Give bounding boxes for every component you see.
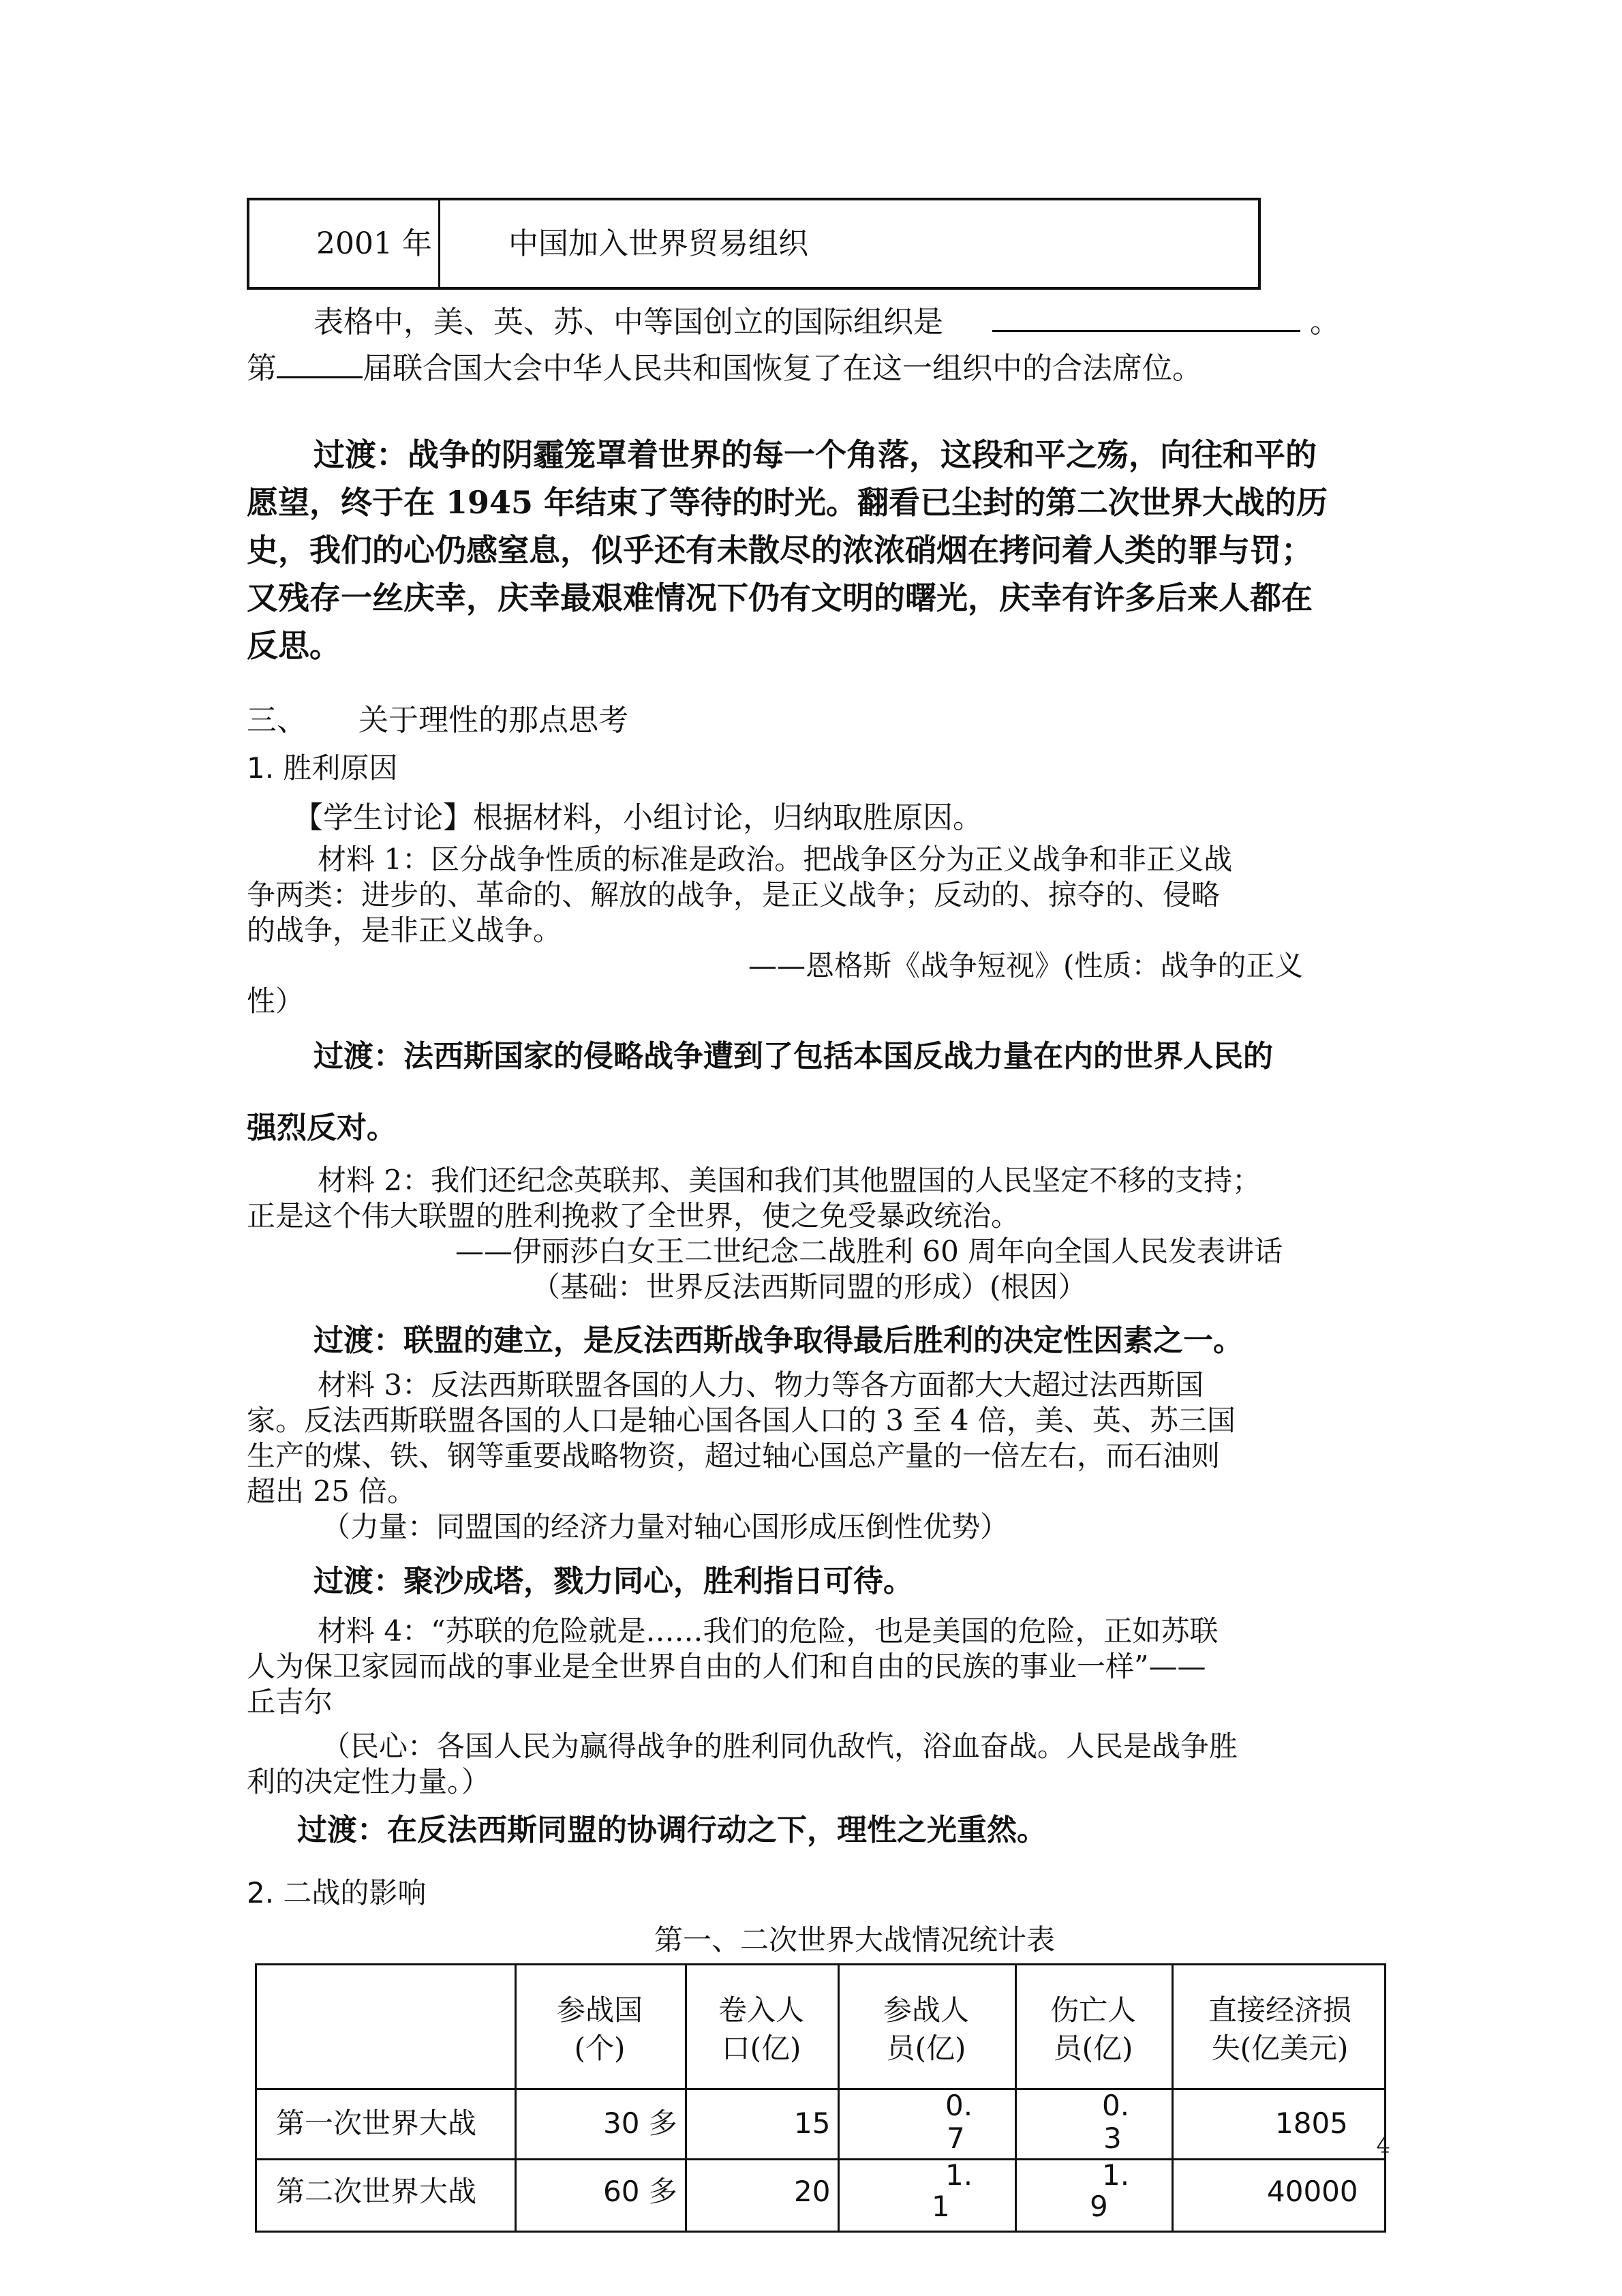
header-line: 卷入人 [718,1993,804,2027]
header-line: 直接经济损 [1208,1993,1351,2027]
question-prefix: 第 [247,351,277,386]
ww1-casualties-part1: 0. [1102,2089,1130,2122]
transition-1-line-3: 史，我们的心仍感窒息，似乎还有未散尽的浓浓硝烟在拷问着人类的罪与罚； [247,532,1313,569]
ww1-population: 15 [794,2106,831,2140]
header-line: 参战人 [883,1993,969,2027]
material-3-line-4: 超出 25 倍。 [247,1475,416,1508]
event-table [247,198,1261,290]
ww2-countries: 60 多 [603,2175,677,2208]
row-label-ww1: 第一次世界大战 [276,2106,477,2140]
material-4-line-2: 人为保卫家园而战的事业是全世界自由的人们和自由的民族的事业一样”—— [247,1650,1206,1683]
material-4-line-1: 材料 4：“苏联的危险就是……我们的危险，也是美国的危险，正如苏联 [318,1614,1219,1648]
material-4-note-2: 利的决定性力量。） [247,1765,491,1798]
header-line: 员(亿) [1053,2031,1133,2065]
material-3-line-3: 生产的煤、铁、钢等重要战略物资，超过轴心国总产量的一倍左右，而石油则 [247,1439,1221,1472]
material-1-line-2: 争两类：进步的、革命的、解放的战争，是正义战争；反动的、掠夺的、侵略 [247,878,1221,911]
header-line: 失(亿美元) [1211,2031,1349,2065]
transition-1-line-4: 又残存一丝庆幸，庆幸最艰难情况下仍有文明的曙光，庆幸有许多后来人都在 [247,579,1313,616]
transition-1-line-5: 反思。 [247,627,341,664]
section-3-heading [247,700,628,741]
subheading-victory-reasons: 1. 胜利原因 [247,751,398,785]
header-line: (个) [574,2031,626,2065]
year-text: 2001 年 [316,226,432,261]
question-line-2 [247,346,1202,389]
material-3-line-1: 材料 3：反法西斯联盟各国的人力、物力等各方面都大大超过法西斯国 [318,1368,1204,1402]
subheading-war-impact: 2. 二战的影响 [247,1876,427,1909]
page-number: 4 [1376,2132,1390,2158]
question-text: 表格中，美、英、苏、中等国创立的国际组织是 [313,305,943,339]
col-header-population [685,1991,838,2068]
student-discussion: 【学生讨论】根据材料，小组讨论，归纳取胜原因。 [293,800,983,835]
material-3-line-2: 家。反法西斯联盟各国的人口是轴心国各国人口的 3 至 4 倍，美、英、苏三国 [247,1404,1236,1437]
answer-blank-2[interactable] [277,346,363,378]
transition-3: 过渡：联盟的建立，是反法西斯战争取得最后胜利的决定性因素之一。 [313,1323,1243,1358]
table-caption: 第一、二次世界大战情况统计表 [654,1923,1056,1957]
material-2-note: （基础：世界反法西斯同盟的形成）(根因） [532,1270,1087,1303]
table-row-divider [257,2088,1384,2090]
transition-1-line-2: 愿望，终于在 1945 年结束了等待的时光。翻看已尘封的第二次世界大战的历 [247,484,1328,521]
ww1-soldiers-part2: 7 [947,2121,965,2155]
col-header-countries [515,1991,685,2068]
question-line-1 [313,300,1340,343]
ww2-population: 20 [794,2175,831,2208]
ww2-soldiers-part2: 1 [932,2190,950,2223]
transition-1-line-1: 过渡：战争的阴霾笼罩着世界的每一个角落，这段和平之殇，向往和平的 [313,436,1317,473]
material-1-note-end: 性） [247,984,305,1018]
col-header-soldiers [838,1991,1015,2068]
transition-2-line-2: 强烈反对。 [247,1111,397,1145]
row-label-ww2: 第二次世界大战 [276,2175,477,2208]
material-4-note-1: （民心：各国人民为赢得战争的胜利同仇敌忾，浴血奋战。人民是战争胜 [322,1729,1238,1763]
material-2-line-1: 材料 2：我们还纪念英联邦、美国和我们其他盟国的人民坚定不移的支持； [318,1164,1261,1197]
ww2-economic-loss: 40000 [1267,2175,1358,2208]
ww1-soldiers-part1: 0. [945,2089,973,2122]
ww2-casualties-part2: 9 [1090,2190,1108,2223]
material-1-source: ——恩格斯《战争短视》(性质：战争的正义 [748,949,1304,982]
answer-blank-1[interactable] [992,300,1300,332]
header-line: 参战国 [556,1993,643,2027]
material-2-line-2: 正是这个伟大联盟的胜利挽救了全世界，使之免受暴政统治。 [247,1199,1020,1233]
header-line: 员(亿) [886,2031,966,2065]
material-3-note: （力量：同盟国的经济力量对轴心国形成压倒性优势） [322,1510,1009,1543]
transition-5: 过渡：在反法西斯同盟的协调行动之下，理性之光重然。 [297,1813,1047,1847]
ww2-soldiers-part1: 1. [945,2158,973,2192]
material-2-source: ——伊丽莎白女王二世纪念二战胜利 60 周年向全国人民发表讲话 [455,1235,1283,1268]
event-text: 中国加入世界贸易组织 [508,226,808,261]
header-line: 口(亿) [721,2031,801,2065]
transition-4: 过渡：聚沙成塔，戮力同心，胜利指日可待。 [313,1564,913,1599]
war-statistics-table [255,1963,1386,2233]
ww1-economic-loss: 1805 [1275,2106,1348,2140]
header-line: 伤亡人 [1050,1993,1136,2027]
col-header-casualties [1015,1991,1172,2068]
ww2-casualties-part1: 1. [1102,2158,1130,2192]
ww1-countries: 30 多 [603,2106,677,2140]
col-header-economic-loss [1172,1991,1388,2068]
section-number: 三、 [247,703,307,738]
table-row-divider [257,2158,1384,2160]
year-cell [249,200,440,287]
question-suffix: 届联合国大会中华人民共和国恢复了在这一组织中的合法席位。 [363,351,1202,386]
transition-2-line-1: 过渡：法西斯国家的侵略战争遭到了包括本国反战力量在内的世界人民的 [313,1039,1273,1074]
material-1-line-3: 的战争，是非正义战争。 [247,913,562,947]
material-1-line-1: 材料 1：区分战争性质的标准是政治。把战争区分为正义战争和非正义战 [318,843,1233,876]
material-4-line-3: 丘吉尔 [247,1685,333,1719]
ww1-casualties-part2: 3 [1103,2121,1122,2155]
section-title: 关于理性的那点思考 [358,703,628,738]
question-end: 。 [1310,305,1340,339]
